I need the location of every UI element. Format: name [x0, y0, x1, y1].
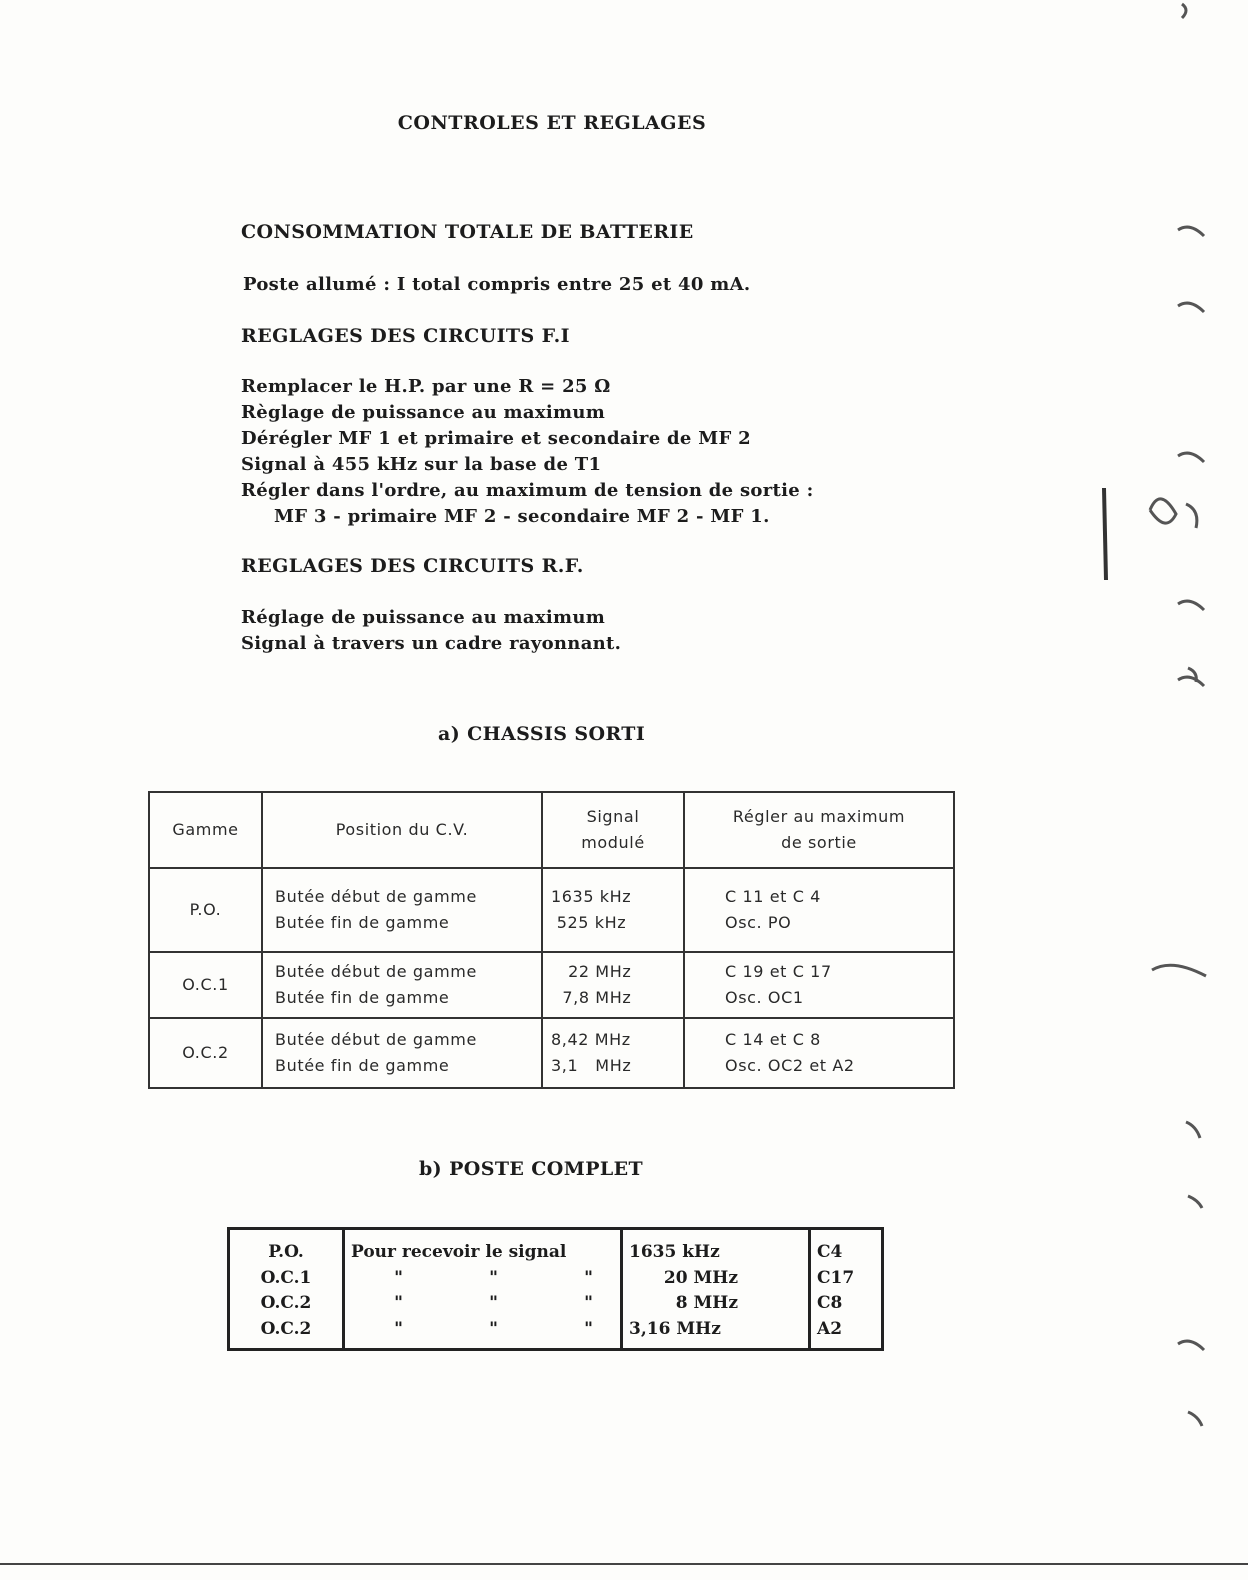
- page-title: CONTROLES ET REGLAGES: [397, 112, 707, 134]
- cell-text: Pour recevoir le signal: [344, 1229, 622, 1266]
- cell-line: Butée fin de gamme: [275, 1056, 450, 1075]
- cell-gamme: O.C.2: [229, 1316, 344, 1349]
- cell-position: [262, 868, 542, 952]
- header-gamme: Gamme: [149, 792, 262, 868]
- cell-freq: 8 MHz: [622, 1291, 810, 1316]
- cell-line: Osc. OC2 et A2: [725, 1056, 855, 1075]
- cell-gamme: P.O.: [229, 1229, 344, 1266]
- cell-line: 525 kHz: [556, 913, 627, 932]
- cell-regler: [684, 868, 954, 952]
- cell-c: C17: [810, 1266, 883, 1291]
- cell-line: Butée début de gamme: [275, 962, 477, 981]
- cell-text: [344, 1316, 622, 1349]
- table-row: [229, 1266, 883, 1291]
- cell-gamme: O.C.1: [149, 952, 262, 1018]
- table-row: [229, 1316, 883, 1349]
- cell-freq: 20 MHz: [622, 1266, 810, 1291]
- header-position: Position du C.V.: [262, 792, 542, 868]
- ditto-mark: ": [584, 1293, 593, 1314]
- chassis-table: [148, 791, 955, 1089]
- table-a-title: a) CHASSIS SORTI: [438, 723, 646, 745]
- fi-line: Règlage de puissance au maximum: [241, 402, 606, 423]
- header-regler: [684, 792, 954, 868]
- table-row: [229, 1291, 883, 1316]
- table-row: [149, 952, 954, 1018]
- rf-line: Réglage de puissance au maximum: [241, 607, 606, 628]
- cell-position: [262, 952, 542, 1018]
- header-regler-line: Régler au maximum: [732, 807, 906, 826]
- cell-position: [262, 1018, 542, 1088]
- cell-signal: [542, 952, 684, 1018]
- cell-line: Osc. PO: [725, 913, 792, 932]
- fi-line: Dérégler MF 1 et primaire et secondaire de MF 2: [241, 428, 751, 449]
- cell-line: 22 MHz: [568, 962, 632, 981]
- cell-line: C 14 et C 8: [725, 1030, 821, 1049]
- header-signal-line: modulé: [581, 833, 645, 852]
- fi-line: MF 3 - primaire MF 2 - secondaire MF 2 - MF 1.: [274, 506, 770, 527]
- complete-table: [227, 1227, 884, 1351]
- battery-heading: CONSOMMATION TOTALE DE BATTERIE: [241, 221, 694, 243]
- cell-regler: [684, 952, 954, 1018]
- ditto-mark: ": [394, 1318, 403, 1339]
- ditto-mark: ": [394, 1267, 403, 1288]
- cell-line: Osc. OC1: [725, 988, 804, 1007]
- binding-marks-icon: [1090, 0, 1240, 1450]
- cell-text: [344, 1266, 622, 1291]
- cell-freq: 1635 kHz: [622, 1229, 810, 1266]
- cell-c: C4: [810, 1229, 883, 1266]
- header-signal-line: Signal: [586, 807, 640, 826]
- header-signal: [542, 792, 684, 868]
- ditto-mark: ": [489, 1318, 498, 1339]
- table-header-row: [149, 792, 954, 868]
- fi-heading: REGLAGES DES CIRCUITS F.I: [241, 325, 570, 347]
- header-regler-line: de sortie: [781, 833, 857, 852]
- cell-line: Butée fin de gamme: [275, 913, 450, 932]
- table-row: [149, 868, 954, 952]
- page-edge-line: [0, 1563, 1248, 1565]
- cell-signal: [542, 868, 684, 952]
- ditto-mark: ": [489, 1267, 498, 1288]
- ditto-mark: ": [394, 1293, 403, 1314]
- table-row: [149, 1018, 954, 1088]
- cell-line: 8,42 MHz: [551, 1030, 631, 1049]
- cell-line: 7,8 MHz: [562, 988, 632, 1007]
- cell-line: C 19 et C 17: [725, 962, 832, 981]
- table-row: [229, 1229, 883, 1266]
- cell-line: Butée début de gamme: [275, 1030, 477, 1049]
- cell-line: 3,1 MHz: [551, 1056, 632, 1075]
- cell-c: A2: [810, 1316, 883, 1349]
- ditto-mark: ": [584, 1318, 593, 1339]
- cell-gamme: O.C.2: [229, 1291, 344, 1316]
- cell-gamme: O.C.2: [149, 1018, 262, 1088]
- cell-freq: 3,16 MHz: [622, 1316, 810, 1349]
- cell-c: C8: [810, 1291, 883, 1316]
- cell-gamme: O.C.1: [229, 1266, 344, 1291]
- cell-line: 1635 kHz: [551, 887, 632, 906]
- fi-line: Régler dans l'ordre, au maximum de tension de sortie :: [241, 480, 814, 501]
- cell-signal: [542, 1018, 684, 1088]
- rf-line: Signal à travers un cadre rayonnant.: [241, 633, 622, 654]
- cell-regler: [684, 1018, 954, 1088]
- ditto-mark: ": [489, 1293, 498, 1314]
- cell-line: Butée fin de gamme: [275, 988, 450, 1007]
- cell-text: [344, 1291, 622, 1316]
- cell-gamme: P.O.: [149, 868, 262, 952]
- ditto-mark: ": [584, 1267, 593, 1288]
- fi-line: Remplacer le H.P. par une R = 25 Ω: [241, 376, 611, 397]
- table-b-title: b) POSTE COMPLET: [419, 1158, 644, 1180]
- battery-text: Poste allumé : I total compris entre 25 et 40 mA.: [243, 274, 751, 295]
- cell-line: C 11 et C 4: [725, 887, 821, 906]
- fi-line: Signal à 455 kHz sur la base de T1: [241, 454, 602, 475]
- rf-heading: REGLAGES DES CIRCUITS R.F.: [241, 555, 584, 577]
- cell-line: Butée début de gamme: [275, 887, 477, 906]
